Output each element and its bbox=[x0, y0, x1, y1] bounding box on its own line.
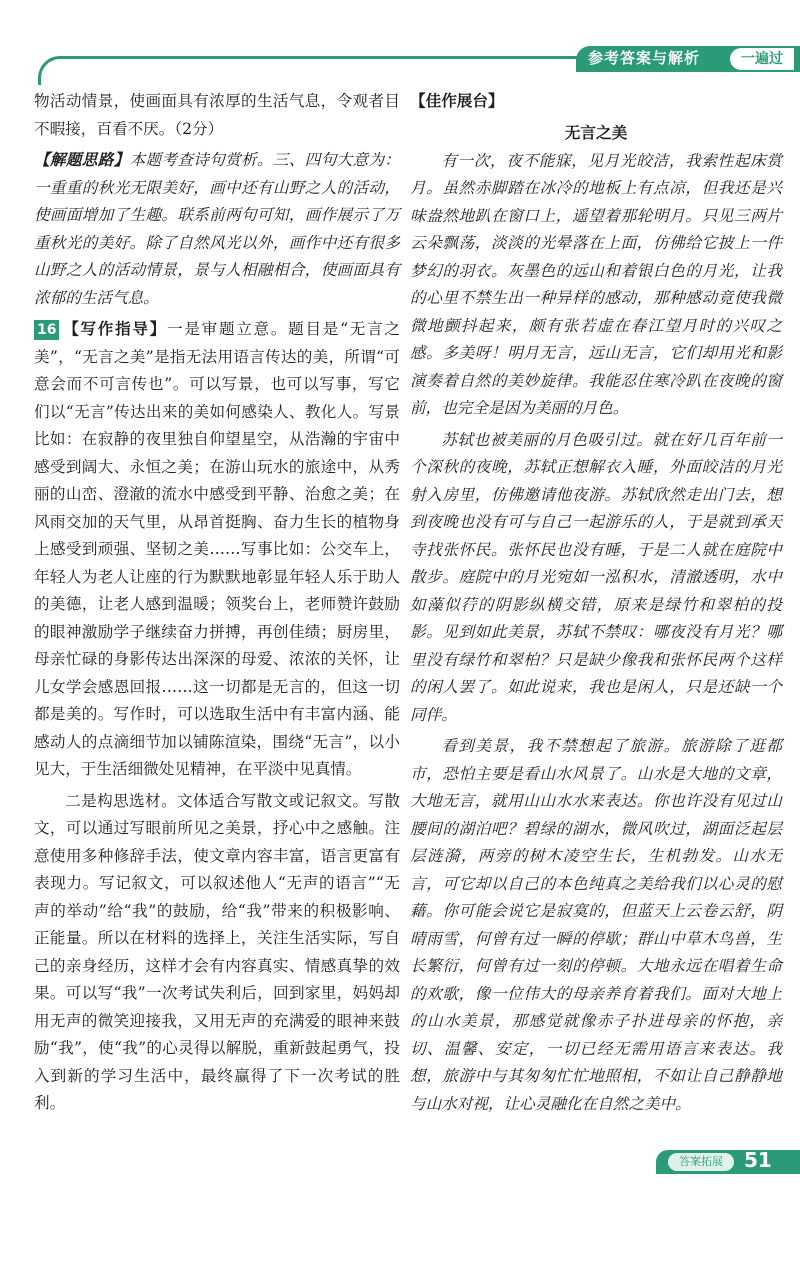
sample-essay-label: 【佳作展台】 bbox=[410, 92, 504, 110]
writing-guide-paragraph bbox=[34, 316, 400, 784]
right-column bbox=[410, 88, 782, 1118]
analysis-label: 【解题思路】 bbox=[34, 151, 130, 169]
essay-paragraph-2: 苏轼也被美丽的月色吸引过。就在好几百年前一个深秋的夜晚，苏轼正想解衣入睡，外面皎洁的月光射入房里，仿佛邀请他夜游。苏轼欣然走出门去，想到夜晚也没有可与自己一起游乐的人，于是就到承天寺找张怀民。张怀民也没有睡，于是二人就在庭院中散步。庭院中的月光宛如一泓积水，清澈透明，水中如藻似荇的阴影纵横交错，原来是绿竹和翠柏的投影。见到如此美景，苏轼不禁叹：哪夜没有月光？哪里没有绿竹和翠柏？只是缺少像我和张怀民两个这样的闲人罢了。如此说来，我也是闲人，只是还缺一个同伴。 bbox=[410, 430, 782, 724]
essay-paragraph-1: 有一次，夜不能寐，见月光皎洁，我索性起床赏月。虽然赤脚踏在冰冷的地板上有点凉，但我还是兴味盎然地趴在窗口上，遥望着那轮明月。只见三两片云朵飘荡，淡淡的光晕落在上面，仿佛给它披上一件梦幻的羽衣。灰墨色的远山和着银白色的月光，让我的心里不禁生出一种异样的感动，那种感动竟使我微微地颤抖起来，颇有张若虚在春江望月时的兴叹之感。多美呀！明月无言，远山无言，它们却用光和影演奏着自然的美妙旋律。我能忍住寒冷趴在夜晚的窗前，也完全是因为美丽的月色。 bbox=[410, 151, 782, 417]
analysis-paragraph bbox=[34, 147, 400, 312]
page-number: 51 bbox=[744, 1148, 772, 1172]
running-header-title: 参考答案与解析 bbox=[588, 49, 701, 67]
question-number-badge: 16 bbox=[34, 320, 59, 340]
material-selection-paragraph: 二是构思选材。文体适合写散文或记叙文。写散文，可以通过写眼前所见之美景，抒心中之感触。注意使用多种修辞手法，使文章内容丰富，语言更富有表现力。写记叙文，可以叙述他人“无声的语言”“无声的举动”给“我”的鼓励，给“我”带来的积极影响、正能量。所以在材料的选择上，关注生活实际，写自己的亲身经历，这样才会有内容真实、情感真挚的效果。可以写“我”一次考试失利后，回到家里，妈妈却用无声的微笑迎接我，又用无声的充满爱的眼神来鼓励“我”，使“我”的心灵得以解脱，重新鼓起勇气，投入到新的学习生活中，最终赢得了下一次考试的胜利。 bbox=[34, 791, 400, 1112]
analysis-text: 本题考查诗句赏析。三、四句大意为：一重重的秋光无限美好，画中还有山野之人的活动，使画面增加了生趣。联系前两句可知，画作展示了万重秋光的美好。除了自然风光以外，画作中还有很多山野之人的活动情景，景与人相融相合，使画面具有浓郁的生活气息。 bbox=[34, 151, 401, 307]
essay-paragraph-3: 看到美景，我不禁想起了旅游。旅游除了逛都市，恐怕主要是看山水风景了。山水是大地的文章，大地无言，就用山山水水来表达。你也许没有见过山腰间的湖泊吧？碧绿的湖水，微风吹过，湖面泛起层层涟漪，两旁的树木凌空生长，生机勃发。山水无言，可它却以自己的本色纯真之美给我们以心灵的慰藉。你可能会说它是寂寞的，但蓝天上云卷云舒，阴晴雨雪，何曾有过一瞬的停歇；群山中草木鸟兽，生长繁衍，何曾有过一刻的停顿。大地永远在唱着生命的欢歌，像一位伟大的母亲养育着我们。面对大地上的山水美景，那感觉就像赤子扑进母亲的怀抱，亲切、温馨、安定，一切已经无需用语言来表达。我想，旅游中与其匆匆忙忙地照相，不如让自己静静地与山水对视，让心灵融化在自然之美中。 bbox=[410, 737, 782, 1113]
series-badge: 一遍过 bbox=[730, 48, 794, 70]
writing-guide-label: 【写作指导】 bbox=[61, 320, 168, 338]
footer-label: 答案拓展 bbox=[668, 1153, 734, 1171]
header-rule bbox=[38, 56, 581, 85]
essay-title: 无言之美 bbox=[564, 123, 628, 142]
answer-text: 物活动情景，使画面具有浓厚的生活气息，令观者目不暇接，百看不厌。（2分） bbox=[34, 92, 400, 138]
left-column bbox=[34, 88, 400, 1118]
writing-guide-text: 一是审题立意。题目是“无言之美”，“无言之美”是指无法用语言传达的美，所谓“可意会而不可言传也”。可以写景，也可以写事，写它们以“无言”传达出来的美如何感染人、教化人。写景比如：在寂静的夜里独自仰望星空，从浩瀚的宇宙中感受到阔大、永恒之美；在游山玩水的旅途中，从秀丽的山峦、澄澈的流水中感受到平静、治愈之美；在风雨交加的天气里，从昂首挺胸、奋力生长的植物身上感受到顽强、坚韧之美……写事比如：公交车上，年轻人为老人让座的行为默默地彰显年轻人乐于助人的美德，让老人感到温暖；领奖台上，老师赞许鼓励的眼神激励学子继续奋力拼搏，再创佳绩；厨房里，母亲忙碌的身影传达出深深的母爱、浓浓的关怀，让儿女学会感恩回报……这一切都是无言的，但这一切都是美的。写作时，可以选取生活中有丰富内涵、能感动人的点滴细节加以铺陈渲染，围绕“无言”，以小见大，于生活细微处见精神，在平淡中见真情。 bbox=[34, 320, 400, 778]
